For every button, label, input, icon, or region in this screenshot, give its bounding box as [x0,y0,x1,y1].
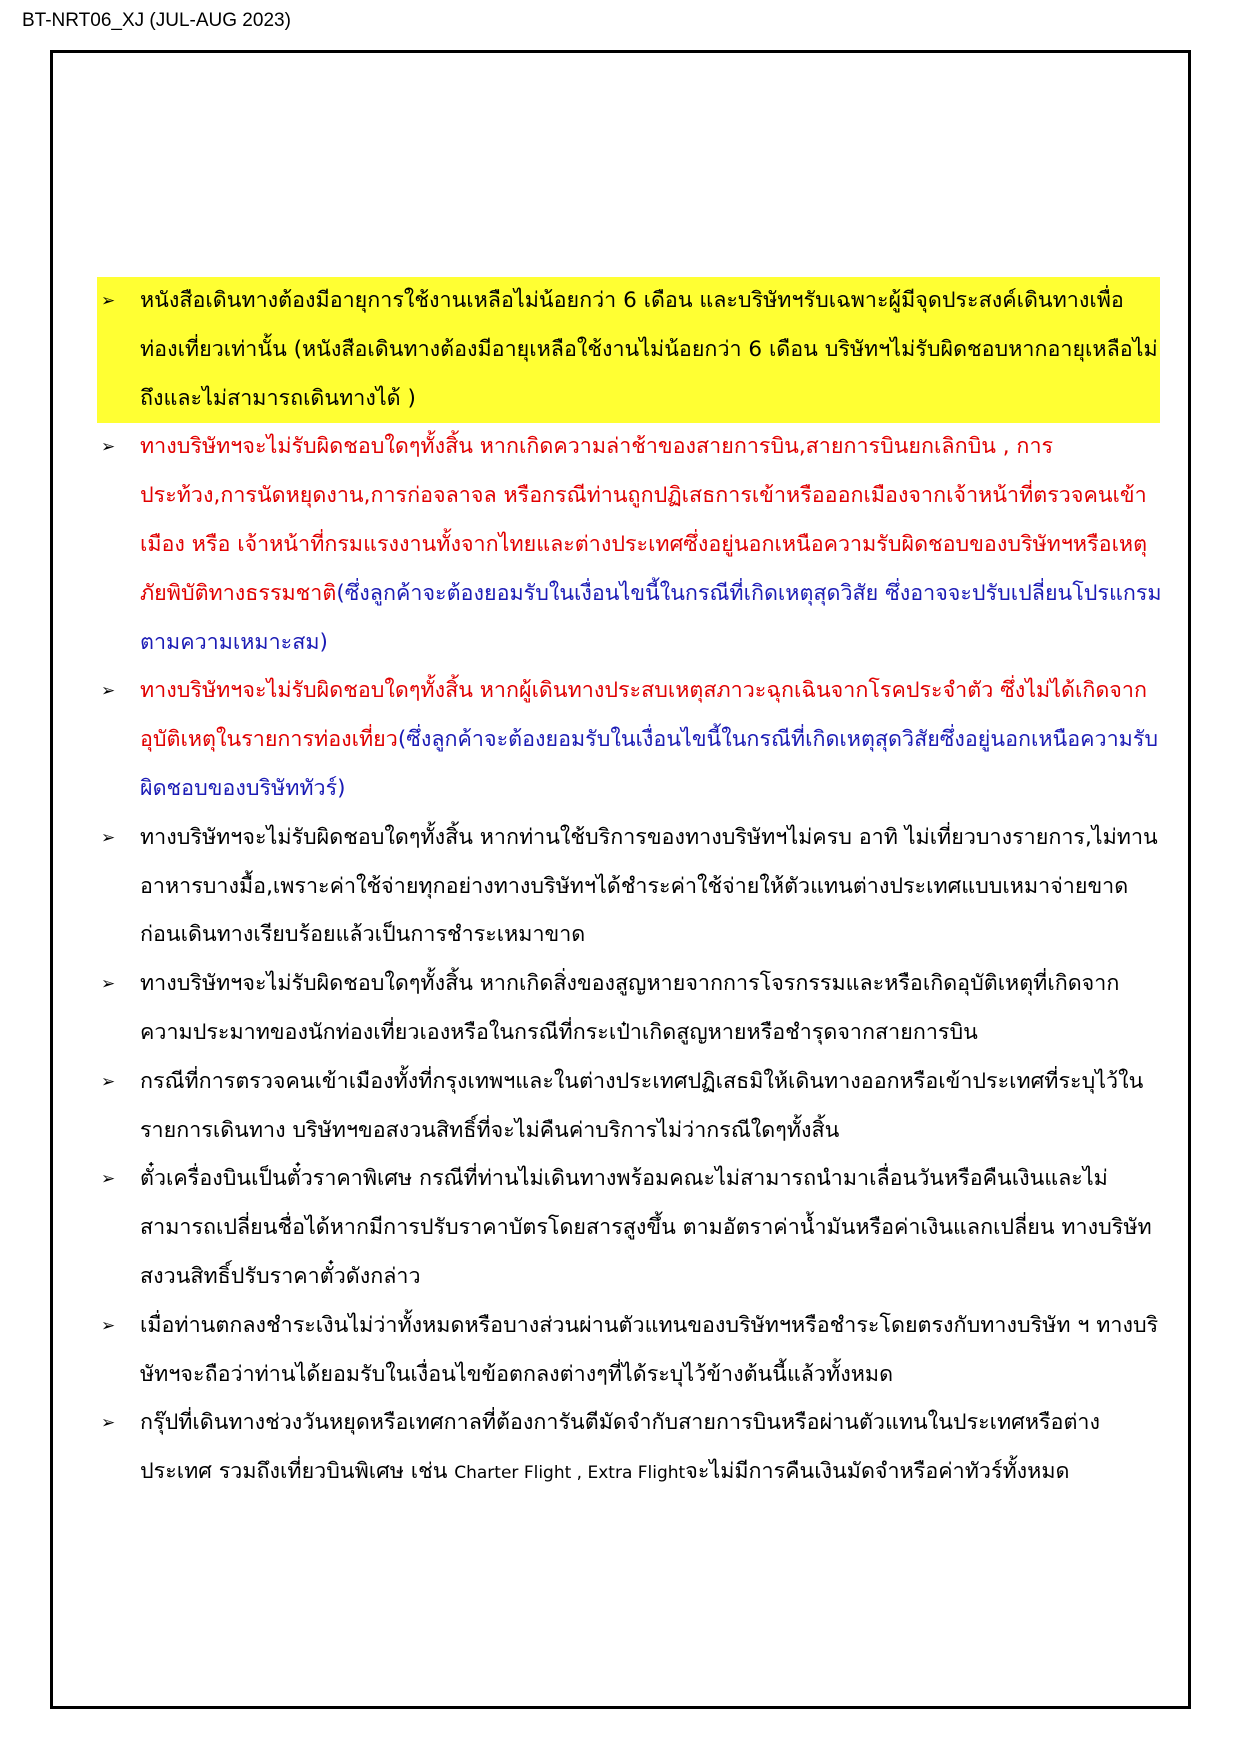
arrow-bullet-icon: ➢ [101,437,116,458]
term-text: กรุ๊ปที่เดินทางช่วงวันหยุดหรือเทศกาลที่ต้องการันตีมัดจำกับสายการบินหรือผ่านตัวแทนในประเทศหรือต่างประเทศ รวมถึงเที่ยวบินพิเศษ เช่น [140,1410,1100,1485]
arrow-bullet-icon: ➢ [101,1169,116,1190]
term-flight-delay-liability [97,423,1167,667]
term-text-blue: (ซึ่งลูกค้าจะต้องยอมรับในเงื่อนไขนี้ในกรณีที่เกิดเหตุสุดวิสัยซึ่งอยู่นอกเหนือความรับผิดชอบของบริษัททัวร์) [140,727,1159,801]
term-holiday-group-deposit [97,1399,1167,1498]
arrow-bullet-icon: ➢ [101,1315,116,1336]
term-text-blue: (ซึ่งลูกค้าจะต้องยอมรับในเงื่อนไขนี้ในกรณีที่เกิดเหตุสุดวิสัย ซึ่งอาจจะปรับเปลี่ยนโปรแกรมตามความเหมาะสม) [140,580,1162,655]
flight-types: Charter Flight , Extra Flight [454,1463,686,1484]
arrow-bullet-icon: ➢ [101,974,116,995]
term-text: ทางบริษัทฯจะไม่รับผิดชอบใดๆทั้งสิ้น หากท่านใช้บริการของทางบริษัทฯไม่ครบ อาทิ ไม่เที่ยวบางรายการ,ไม่ทานอาหารบางมื้อ,เพราะค่าใช้จ่ายทุกอย่างทางบริษัทฯได้ชำระค่าใช้จ่ายให้ตัวแทนต่างประเทศแบบเหมาจ่ายขาด ก่อนเดินทางเรียบร้อยแล้วเป็นการชำระเหมาขาด [140,824,1158,948]
term-text: ทางบริษัทฯจะไม่รับผิดชอบใดๆทั้งสิ้น หากเกิดสิ่งของสูญหายจากการโจรกรรมและหรือเกิดอุบัติเหตุที่เกิดจากความประมาทของนักท่องเที่ยวเองหรือในกรณีที่กระเป๋าเกิดสูญหายหรือชำรุดจากสายการบิน [140,971,1120,1045]
term-text-red: ทางบริษัทฯจะไม่รับผิดชอบใดๆทั้งสิ้น หากเกิดความล่าช้าของสายการบิน,สายการบินยกเลิกบิน , การประท้วง,การนัดหยุดงาน,การก่อจลาจล หรือกรณีท่านถูกปฏิเสธการเข้าหรือออกเมืองจากเจ้าหน้าที่ตรวจคนเข้าเมือง หรือ เจ้าหน้าที่กรมแรงงานทั้งจากไทยและต่างประเทศซึ่งอยู่นอกเหนือความรับผิดชอบของบริษัทฯหรือเหตุภัยพิบัติทางธรรมชาติ [140,434,1148,606]
arrow-bullet-icon: ➢ [101,291,116,311]
arrow-bullet-icon: ➢ [101,1413,116,1434]
term-lost-belongings [97,960,1167,1058]
term-text-end: จะไม่มีการคืนเงินมัดจำหรือค่าทัวร์ทั้งหมด [685,1459,1070,1485]
term-text: กรณีที่การตรวจคนเข้าเมืองทั้งที่กรุงเทพฯและในต่างประเทศปฏิเสธมิให้เดินทางออกหรือเข้าประเทศที่ระบุไว้ในรายการเดินทาง บริษัทฯขอสงวนสิทธิ์ที่จะไม่คืนค่าบริการไม่ว่ากรณีใดๆทั้งสิ้น [140,1068,1144,1143]
term-passport-validity [97,277,1160,423]
arrow-bullet-icon: ➢ [101,1071,116,1092]
term-payment-acceptance [97,1302,1167,1400]
document-code: BT-NRT06_XJ (JUL-AUG 2023) [22,10,291,31]
term-text: หนังสือเดินทางต้องมีอายุการใช้งานเหลือไม่น้อยกว่า 6 เดือน และบริษัทฯรับเฉพาะผู้มีจุดประสงค์เดินทางเพื่อท่องเที่ยวเท่านั้น (หนังสือเดินทางต้องมีอายุเหลือใช้งานไม่น้อยกว่า 6 เดือน บริษัทฯไม่รับผิดชอบหากอายุเหลือไม่ถึงและไม่สามารถเดินทางได้ ) [140,288,1158,411]
term-unused-services [97,814,1167,960]
term-text-red: ทางบริษัทฯจะไม่รับผิดชอบใดๆทั้งสิ้น หากผู้เดินทางประสบเหตุสภาวะฉุกเฉินจากโรคประจำตัว ซึ่งไม่ได้เกิดจากอุบัติเหตุในรายการท่องเที่ยว [140,678,1147,753]
term-text: เมื่อท่านตกลงชำระเงินไม่ว่าทั้งหมดหรือบางส่วนผ่านตัวแทนของบริษัทฯหรือชำระโดยตรงกับทางบริษัท ฯ ทางบริษัทฯจะถือว่าท่านได้ยอมรับในเงื่อนไขข้อตกลงต่างๆที่ได้ระบุไว้ข้างต้นนี้แล้วทั้งหมด [140,1312,1159,1387]
term-special-fare-ticket [97,1155,1167,1301]
arrow-bullet-icon: ➢ [101,827,116,848]
term-text: ตั๋วเครื่องบินเป็นตั๋วราคาพิเศษ กรณีที่ท่านไม่เดินทางพร้อมคณะไม่สามารถนำมาเลื่อนวันหรือคืนเงินและไม่สามารถเปลี่ยนชื่อได้หากมีการปรับราคาบัตรโดยสารสูงขึ้น ตามอัตราค่าน้ำมันหรือค่าเงินแลกเปลี่ยน ทางบริษัท สงวนสิทธิ์ปรับราคาตั๋วดังกล่าว [140,1166,1152,1289]
term-medical-emergency [97,667,1167,813]
term-immigration-denial [97,1058,1167,1156]
terms-list [97,277,1167,1498]
arrow-bullet-icon: ➢ [101,681,116,702]
